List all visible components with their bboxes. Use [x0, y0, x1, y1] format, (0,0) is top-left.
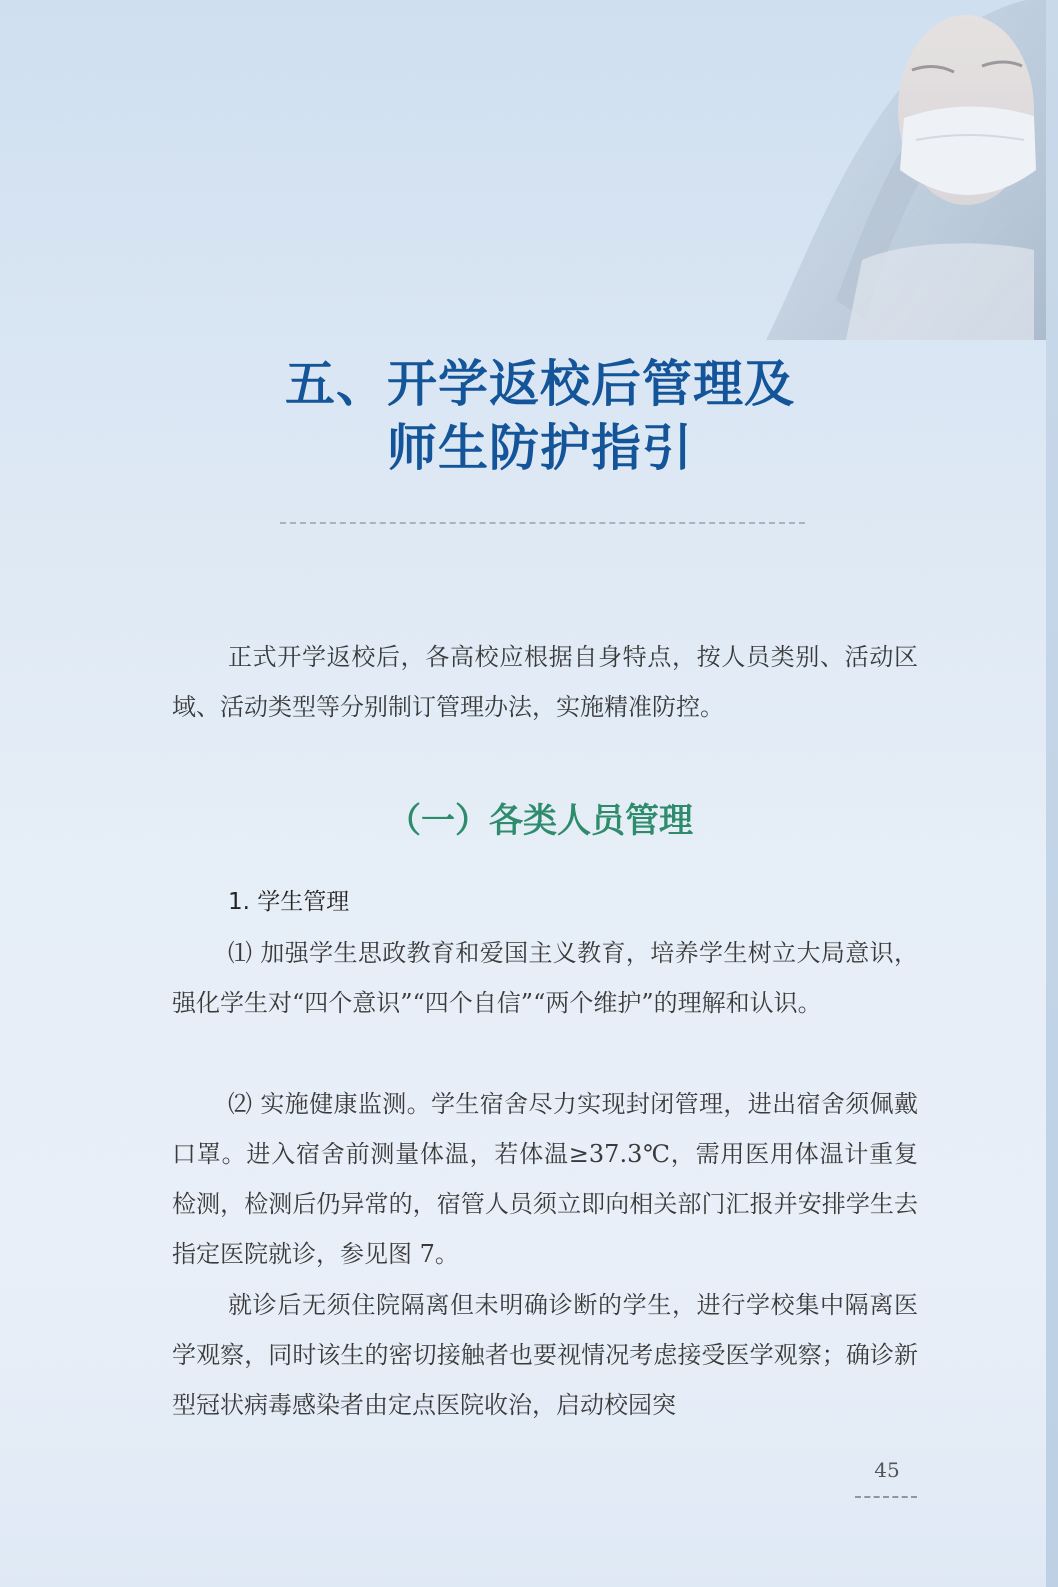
masked-woman-photo	[686, 0, 1046, 340]
chapter-title	[0, 352, 1058, 480]
intro-paragraph: 正式开学返校后，各高校应根据自身特点，按人员类别、活动区域、活动类型等分别制订管理办法，实施精准防控。	[172, 643, 918, 721]
paragraph-2: ⑵ 实施健康监测。学生宿舍尽力实现封闭管理，进出宿舍须佩戴口罩。进入宿舍前测量体温，若体温≥37.3℃，需用医用体温计重复检测，检测后仍异常的，宿管人员须立即向相关部门汇报并安排学生去指定医院就诊，参见图 7。	[172, 1090, 918, 1268]
footer-divider	[855, 1496, 917, 1498]
paragraph-3: 就诊后无须住院隔离但未明确诊断的学生，进行学校集中隔离医学观察，同时该生的密切接触者也要视情况考虑接受医学观察；确诊新型冠状病毒感染者由定点医院收治，启动校园突	[172, 1291, 918, 1419]
chapter-title-line-2: 师生防护指引	[387, 419, 693, 477]
page-number: 45	[874, 1458, 900, 1482]
chapter-title-line-1: 五、开学返校后管理及	[285, 355, 795, 413]
sub-heading: 1. 学生管理	[228, 889, 350, 915]
title-divider	[280, 522, 805, 524]
paragraph-1: ⑴ 加强学生思政教育和爱国主义教育，培养学生树立大局意识，强化学生对“四个意识”“四个自信”“两个维护”的理解和认识。	[172, 939, 918, 1017]
section-heading: （一）各类人员管理	[387, 801, 693, 841]
